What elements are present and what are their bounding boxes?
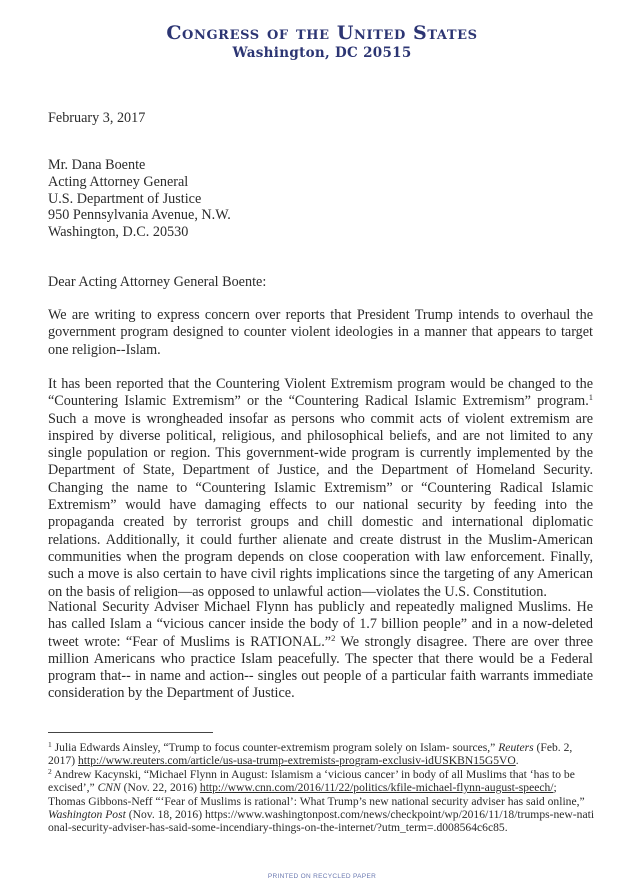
footnote-2-date-2: (Nov. 18, 2016) [125, 808, 205, 822]
footnote-2-number: 2 [48, 766, 52, 776]
footnote-2-end: . [504, 821, 508, 835]
salutation: Dear Acting Attorney General Boente: [48, 274, 267, 290]
footnote-1 [48, 741, 596, 768]
letterhead-address: Washington, DC 20515 [232, 45, 412, 61]
paragraph-2-text-b: Such a move is wrongheaded insofar as persons who commit acts of violent extremism are inspired by diverse political, religious, and philosophical beliefs, and are not limited to any single population or region. This government-wide program is currently implemented by the Department of State, Department of Justice, and the Department of Homeland Security. Changing the name to “Countering Islamic Extremism” or “Countering Radical Islamic Extremism” would have damaging effects to our national security by feeding into the propaganda created by terrorist groups and chill domestic and international diplomatic relations. Additionally, it could further alienate and create distrust in the Muslim-American communities when the program depends on close cooperation with law enforcement. Finally, such a move is also certain to have civil rights implications since the targeting of any American on the basis of religion—as opposed to unlawful action—violates the U.S. Constitution. [48, 410, 593, 600]
paragraph-3-text-a: National Security Adviser Michael Flynn has publicly and repeatedly maligned Muslims. He has called Islam a “vicious cancer inside the body of 1.7 billion people” and in a now-deleted tweet wrote: “Fear of Muslims is RATIONAL.” [48, 599, 593, 650]
letterhead [0, 8, 644, 62]
letterhead-title: Congress of the United States [166, 22, 478, 44]
footnote-2-source-2: Washington Post [48, 808, 126, 822]
recipient-name: Mr. Dana Boente [48, 157, 146, 173]
footnote-2-link[interactable]: http://www.cnn.com/2016/11/22/politics/kfile-michael-flynn-august-speech/ [199, 781, 554, 795]
footnote-2-source: CNN [97, 781, 121, 795]
paragraph-3 [48, 599, 593, 703]
letter-date: February 3, 2017 [48, 110, 146, 126]
footnote-2-text-2: ; Thomas Gibbons-Neff “‘Fear of Muslims is rational’: What Trump’s new national security adviser has said online,” [48, 781, 585, 808]
footnotes [48, 741, 596, 835]
footnote-1-number: 1 [48, 740, 52, 749]
footnote-2-date: (Nov. 22, 2016) [120, 781, 200, 795]
footnote-2-text: Andrew Kacynski, “Michael Flynn in August: Islamism a ‘vicious cancer’ in body of all Muslims that ‘has to be excised’,” [48, 767, 575, 795]
recipient-address [48, 157, 231, 241]
footnote-2 [48, 768, 596, 835]
paragraph-1: We are writing to express concern over reports that President Trump intends to overhaul the government program designed to counter violent ideologies in a manner that appears to target one religion--Islam. [48, 307, 593, 358]
footnote-ref-2[interactable]: 2 [331, 632, 336, 643]
paragraph-2-text-a: It has been reported that the Countering Violent Extremism program would be changed to the “Countering Islamic Extremism” or the “Countering Radical Islamic Extremism” program. [48, 376, 593, 410]
footnote-1-end: . [515, 754, 519, 768]
footnote-ref-1[interactable]: 1 [588, 392, 593, 403]
footnote-1-link[interactable]: http://www.reuters.com/article/us-usa-trump-extremists-program-exclusiv-idUSKBN15G5VO [77, 754, 516, 768]
footnote-1-date: (Feb. 2, 2017) [48, 741, 573, 768]
footnote-1-text: Julia Edwards Ainsley, “Trump to focus counter-extremism program solely on Islam- sources,” [51, 741, 499, 754]
recycled-paper-notice: PRINTED ON RECYCLED PAPER [267, 873, 377, 880]
recipient-title: Acting Attorney General [48, 173, 189, 190]
footnote-divider [48, 732, 213, 733]
paragraph-3-text-b: We strongly disagree. There are over three million Americans who practice Islam peacefully. The specter that there would be a Federal program that-- in name and action-- singles out people of a particular faith warrants immediate consideration by the Department of Justice. [48, 633, 593, 702]
footnote-2-url-2: https://www.washingtonpost.com/news/checkpoint/wp/2016/11/18/trumps-new-national-security-adviser-has-said-some-incendiary-things-on-the-internet/?utm_term=.d008564c6c85 [48, 808, 595, 835]
footnote-1-source: Reuters [498, 741, 534, 754]
recipient-street: 950 Pennsylvania Avenue, N.W. [48, 207, 231, 224]
paragraph-2 [48, 376, 593, 601]
recipient-city: Washington, D.C. 20530 [48, 224, 189, 241]
recipient-department: U.S. Department of Justice [48, 190, 202, 207]
